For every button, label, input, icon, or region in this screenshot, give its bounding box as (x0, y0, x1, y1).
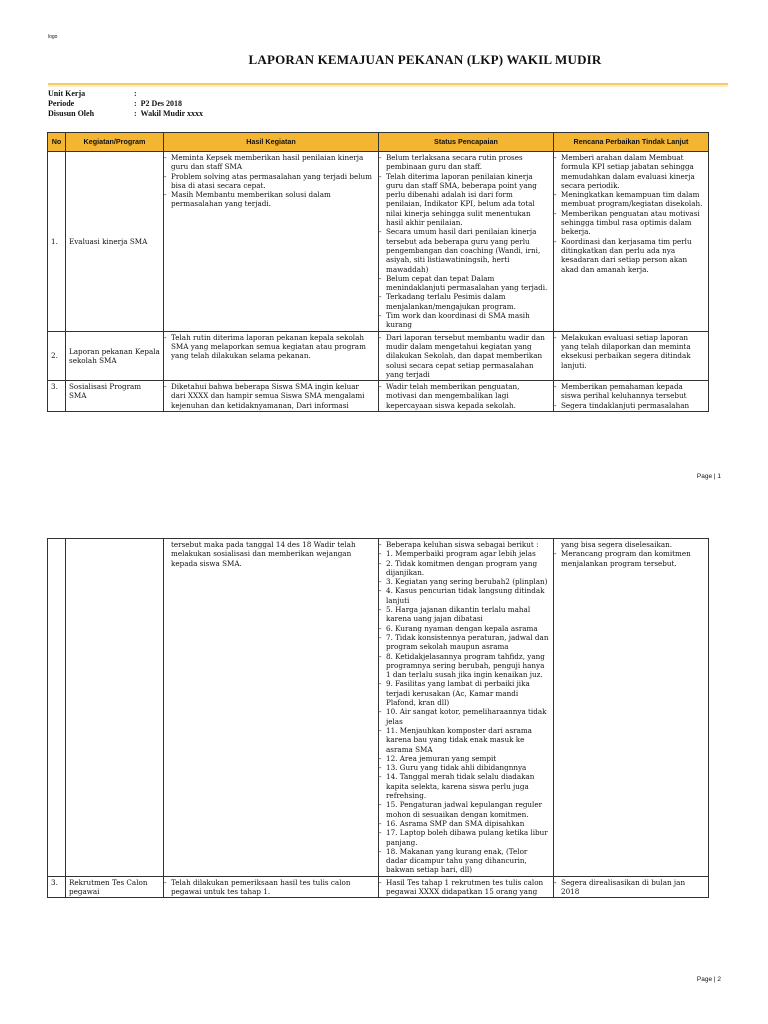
table-row (48, 539, 709, 877)
list-item: - Merancang program dan komitmen menjalankan program tersebut. (557, 549, 705, 568)
list-item: - Segera direalisasikan di bulan jan 2018 (557, 878, 705, 897)
list-item: - 17. Laptop boleh dibawa pulang ketika libur panjang. (382, 828, 550, 847)
list-item: - Terkadang terlalu Pesimis dalam menjalankan/mengajukan program. (382, 292, 550, 311)
row-hasil (164, 152, 379, 332)
row-status (379, 876, 554, 898)
list-item: - 4. Kasus pencurian tidak langsung ditindak lanjuti (382, 586, 550, 605)
progress-table-page-1 (47, 132, 709, 412)
list-item: - 9. Fasilitas yang lambat di perbaiki jika terjadi kerusakan (Ac, Kamar mandi Plafond, kran dll) (382, 679, 550, 707)
list-item: - Koordinasi dan kerjasama tim perlu ditingkatkan dan perlu ada nya kesadaran dari setiap person akan akad dan amanah kerja. (557, 237, 705, 274)
list-item: - 15. Pengaturan jadwal kepulangan reguler mohon di sesuaikan dengan komitmen. (382, 800, 550, 819)
list-item: - 11. Menjauhkan komposter dari asrama karena bau yang tidak enak masuk ke asrama SMA (382, 726, 550, 754)
meta-unit-kerja: Unit Kerja : (48, 89, 137, 98)
list-item: - Memberikan penguatan atau motivasi sehingga timbul rasa optimis dalam bekerja. (557, 209, 705, 237)
list-item: - Memberikan pemahaman kepada siswa perihal keluhannya tersebut (557, 382, 705, 401)
list-item: - Hasil Tes tahap 1 rekrutmen tes tulis calon pegawai XXXX didapatkan 15 orang yang (382, 878, 550, 897)
row-status (379, 381, 554, 412)
row-number: 2. (48, 331, 66, 380)
document-title: LAPORAN KEMAJUAN PEKANAN (LKP) WAKIL MUDIR (248, 52, 602, 67)
list-item: - 1. Memperbaiki program agar lebih jelas (382, 549, 550, 558)
list-item: - Telah rutin diterima laporan pekanan kepala sekolah SMA yang melaporkan semua kegiatan atau program yang telah dilakukan selama pekanan. (167, 333, 375, 361)
list-item: - Diketahui bahwa beberapa Siswa SMA ingin keluar dari XXXX dan hampir semua Siswa SMA mengalami kejenuhan dan ketidaknyamanan, Dari informasi (167, 382, 375, 410)
row-hasil (164, 331, 379, 380)
row-number (48, 539, 66, 877)
title-underline (48, 82, 728, 87)
row-program: Sosialisasi Program SMA (66, 381, 164, 412)
list-item: - 2. Tidak komitmen dengan program yang dijanjikan. (382, 559, 550, 578)
row-hasil (164, 539, 379, 877)
rencana-continued: yang bisa segera diselesaikan. (561, 540, 673, 549)
header-status-pencapaian: Status Pencapaian (379, 133, 554, 152)
row-rencana (554, 876, 709, 898)
row-number: 1. (48, 152, 66, 332)
list-item: - Tim work dan koordinasi di SMA masih kurang (382, 311, 550, 330)
page-number: Page | 2 (696, 976, 721, 983)
page-2 (0, 496, 768, 1024)
list-item: - 8. Ketidakjelasannya program tahfidz, yang programnya sering berubah, penguji hanya 1 dan terlalu susah jika ingin kenaikan juz. (382, 652, 550, 680)
list-item: - Memberi arahan dalam Membuat formula KPI setiap jabatan sehingga memudahkan dalam evaluasi kinerja secara periodik. (557, 153, 705, 190)
row-rencana (554, 381, 709, 412)
meta-periode: Periode : P2 Des 2018 (48, 99, 182, 108)
list-item: - Belum cepat dan tepat Dalam menindaklanjuti permasalahan yang terjadi. (382, 274, 550, 293)
table-header-row (48, 133, 709, 152)
header-kegiatan-program: Kegiatan/Program (66, 133, 164, 152)
row-hasil (164, 381, 379, 412)
list-item: - Problem solving atas permasalahan yang terjadi belum bisa di atasi secara cepat. (167, 172, 375, 191)
row-hasil (164, 876, 379, 898)
list-item: - Wadir telah memberikan penguatan, motivasi dan mengembalikan lagi kepercayaan siswa kepada sekolah. (382, 382, 550, 410)
list-item: - Melakukan evaluasi setiap laporan yang telah dilaporkan dan meminta eksekusi perbaikan segera ditindak lanjuti. (557, 333, 705, 370)
table-row (48, 876, 709, 898)
report-meta (48, 89, 203, 119)
row-number: 3. (48, 876, 66, 898)
list-item: - 3. Kegiatan yang sering berubah2 (plinplan) (382, 577, 550, 586)
list-item: - 18. Makanan yang kurang enak, (Telor dadar dicampur tahu yang dihancurin, bakwan setiap hari, dll) (382, 847, 550, 875)
list-item: - 6. Kurang nyaman dengan kepala asrama (382, 624, 550, 633)
list-item: - 12. Area jemuran yang sempit (382, 754, 550, 763)
list-item: - 7. Tidak konsistennya peraturan, jadwal dan program sekolah maupun asrama (382, 633, 550, 652)
list-item: - Belum terlaksana secara rutin proses pembinaan guru dan staff. (382, 153, 550, 172)
list-item: - 14. Tanggal merah tidak selalu diadakan kapita selekta, karena siswa perlu juga refrehsing. (382, 772, 550, 800)
progress-table-page-2 (47, 538, 709, 898)
logo: logo (48, 34, 58, 40)
meta-disusun-oleh: Disusun Oleh : Wakil Mudir xxxx (48, 109, 204, 118)
list-item: - Meminta Kepsek memberikan hasil penilaian kinerja guru dan staff SMA (167, 153, 375, 172)
header-no: No (48, 133, 66, 152)
list-item: - 5. Harga jajanan dikantin terlalu mahal karena uang jajan dibatasi (382, 605, 550, 624)
list-item: - 13. Guru yang tidak ahli dibidangnnya (382, 763, 550, 772)
list-item: - Segera tindaklanjuti permasalahan (557, 401, 705, 410)
row-status (379, 152, 554, 332)
row-rencana (554, 152, 709, 332)
header-rencana-perbaikan: Rencana Perbaikan Tindak Lanjut (554, 133, 709, 152)
table-row (48, 381, 709, 412)
list-item: - Meningkatkan kemampuan tim dalam membuat program/kegiatan disekolah. (557, 190, 705, 209)
status-intro: - Beberapa keluhan siswa sebagai berikut : (382, 540, 550, 549)
header-hasil-kegiatan: Hasil Kegiatan (164, 133, 379, 152)
list-item: - 10. Air sangat kotor, pemeliharaannya tidak jelas (382, 707, 550, 726)
page-1 (0, 0, 768, 492)
list-item: - Secara umum hasil dari penilaian kinerja tersebut ada beberapa guru yang perlu pengembangan dan coaching (Wandi, irni, asiyah, siti listiawatiningsih, herti mawaddah) (382, 227, 550, 273)
row-program: Rekrutmen Tes Calon pegawai (66, 876, 164, 898)
row-rencana (554, 539, 709, 877)
page-number: Page | 1 (696, 473, 721, 480)
row-number: 3. (48, 381, 66, 412)
list-item: - Dari laporan tersebut membantu wadir dan mudir dalam mengetahui kegiatan yang dilakukan Sekolah, dan dapat memberikan solusi secara cepat setiap permasalahan yang terjadi (382, 333, 550, 379)
list-item: - Telah dilakukan pemeriksaan hasil tes tulis calon pegawai untuk tes tahap 1. (167, 878, 375, 897)
row-status (379, 331, 554, 380)
table-row (48, 331, 709, 380)
list-item: - 16. Asrama SMP dan SMA dipisahkan (382, 819, 550, 828)
row-program (66, 539, 164, 877)
row-status (379, 539, 554, 877)
list-item: - Masih Membantu memberikan solusi dalam permasalahan yang terjadi. (167, 190, 375, 209)
row-program: Laporan pekanan Kepala sekolah SMA (66, 331, 164, 380)
row-rencana (554, 331, 709, 380)
table-row (48, 152, 709, 332)
row-program: Evaluasi kinerja SMA (66, 152, 164, 332)
list-item: - Telah diterima laporan penilaian kinerja guru dan staff SMA, beberapa point yang perlu dibenahi adalah isi dari form penilaian, Indikator KPI, belum ada total nilai kinerja sehingga sulit menentukan hasil akhir penilaian. (382, 172, 550, 228)
hasil-continued: tersebut maka pada tanggal 14 des 18 Wadir telah melakukan sosialisasi dan memberikan wejangan kepada siswa SMA. (171, 540, 356, 568)
